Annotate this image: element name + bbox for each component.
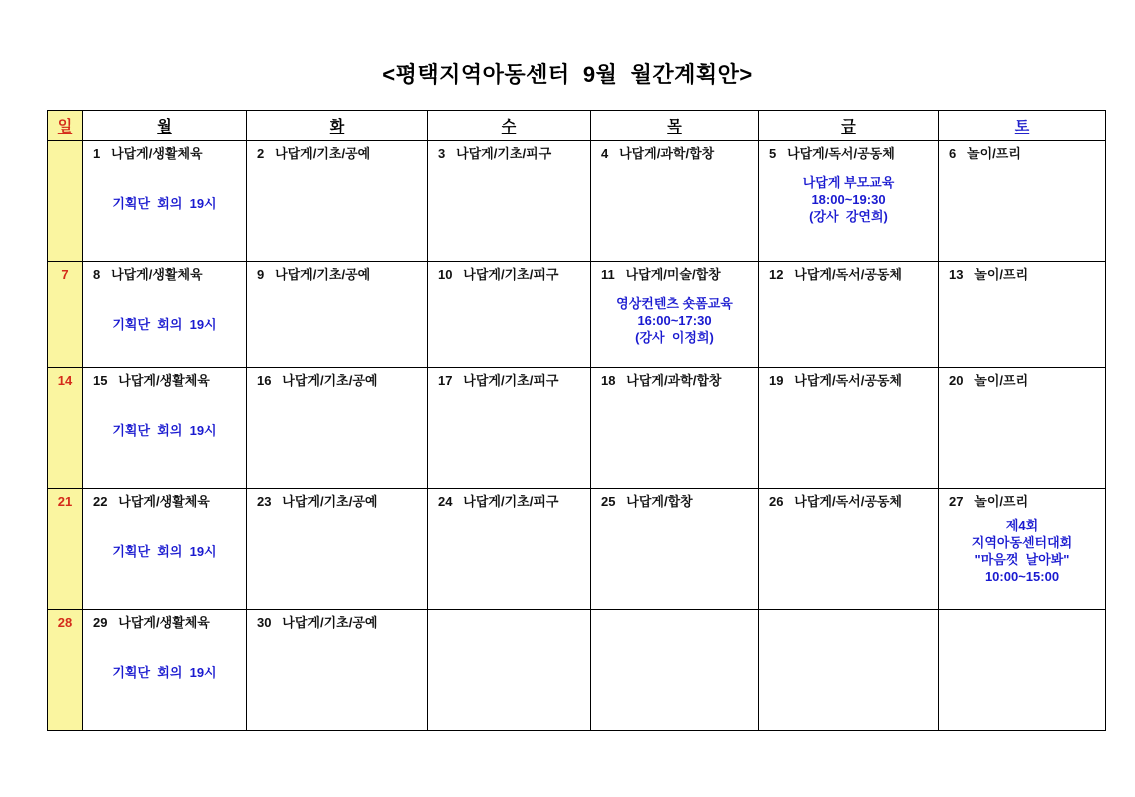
cell-content [247,262,427,367]
weekday-label-mon: 월 [157,118,172,135]
cell-content [939,489,1105,609]
calendar-cell-empty[interactable] [939,610,1106,731]
day-event [89,195,240,212]
cell-content [247,368,427,488]
day-program: 나답게/기초/공예 [271,373,378,388]
weekday-header-fri [759,111,939,141]
calendar-cell-day[interactable] [591,368,759,489]
cell-content [759,141,938,261]
day-number: 2 [257,146,265,161]
cell-content [939,368,1105,488]
calendar-cell-day[interactable] [939,262,1106,368]
cell-content [759,368,938,488]
calendar-cell-day[interactable] [939,368,1106,489]
day-entry [89,373,240,388]
day-number: 12 [769,267,784,282]
day-event [89,543,240,560]
calendar-week-row [48,368,1106,489]
cell-content [591,368,758,488]
day-program: 나답게/과학/합창 [608,146,715,161]
day-entry [597,146,752,161]
day-entry [253,373,421,388]
calendar-week-row [48,610,1106,731]
calendar-body [48,141,1106,731]
day-number: 9 [257,267,265,282]
day-entry [89,267,240,282]
day-event-line: "마음껏 날아봐" [974,552,1070,567]
day-program: 나답게/기초/공예 [271,494,378,509]
cell-content [591,262,758,367]
day-number: 27 [949,494,964,509]
weekday-label-sun: 일 [57,118,73,135]
calendar-cell-day[interactable] [83,141,247,262]
weekday-header-tue [247,111,428,141]
day-number: 1 [93,146,101,161]
day-entry [945,494,1099,509]
day-program: 나답게/독서/공동체 [783,494,902,509]
day-event-line: 기획단 회의 19시 [112,196,217,211]
cell-content [591,141,758,261]
weekday-header-row [48,111,1106,141]
day-number: 30 [257,615,272,630]
calendar-cell-day[interactable] [428,262,591,368]
day-program: 나답게/생활체육 [107,494,210,509]
day-entry [945,267,1099,282]
day-entry [434,146,584,161]
cell-content [428,368,590,488]
calendar-cell-day[interactable] [83,262,247,368]
day-event-line: 영상컨텐츠 숏폼교육 [616,296,733,311]
weekday-label-tue: 화 [329,118,345,135]
calendar-cell-day[interactable] [591,262,759,368]
day-number: 10 [438,267,453,282]
weekday-header-wed [428,111,591,141]
day-number: 24 [438,494,453,509]
calendar-cell-sunday[interactable] [48,141,83,262]
day-number: 17 [438,373,453,388]
day-event-line: 기획단 회의 19시 [112,317,217,332]
day-number: 8 [93,267,101,282]
day-program: 나답게/기초/공예 [264,267,371,282]
cell-content [428,262,590,367]
day-event-line: 기획단 회의 19시 [112,423,217,438]
day-number: 29 [93,615,108,630]
day-program: 나답게/생활체육 [107,615,210,630]
day-program: 나답게/기초/피구 [445,146,552,161]
day-event-line: 기획단 회의 19시 [112,665,217,680]
day-entry [597,267,752,282]
weekday-header-sun [48,111,83,141]
day-entry [597,373,752,388]
calendar-cell-day[interactable] [247,489,428,610]
day-number: 4 [601,146,609,161]
day-number: 5 [769,146,777,161]
day-program: 나답게/독서/공동체 [783,267,902,282]
day-event-line: 기획단 회의 19시 [112,544,217,559]
day-program: 나답게/과학/합창 [615,373,722,388]
calendar-cell-sunday[interactable] [48,489,83,610]
day-entry [945,373,1099,388]
day-program: 나답게/기초/피구 [452,494,559,509]
calendar-cell-sunday[interactable] [48,262,83,368]
day-number: 16 [257,373,272,388]
cell-content [428,141,590,261]
day-event-line: 10:00~15:00 [984,569,1060,584]
calendar-cell-day[interactable] [428,368,591,489]
weekday-header-mon [83,111,247,141]
day-program: 나답게/생활체육 [100,267,203,282]
cell-content [759,262,938,367]
day-entry [597,494,752,509]
day-event-line: 제4회 [1005,518,1039,533]
day-number: 26 [769,494,784,509]
day-program: 나답게/미술/합창 [614,267,721,282]
monthly-plan-table [47,110,1106,731]
calendar-cell-day[interactable] [428,489,591,610]
day-entry [253,146,421,161]
day-program: 나답게/독서/공동체 [783,373,902,388]
calendar-cell-day[interactable] [247,262,428,368]
cell-content [428,489,590,609]
calendar-cell-empty[interactable] [428,610,591,731]
day-number-sunday: 7 [61,267,69,282]
day-entry [434,267,584,282]
day-program: 나답게/기초/공예 [264,146,371,161]
cell-content [83,610,246,730]
calendar-cell-day[interactable] [247,368,428,489]
calendar-cell-day[interactable] [83,489,247,610]
day-event-line: 나답게 부모교육 [802,175,895,190]
cell-content [939,141,1105,261]
calendar-week-row [48,262,1106,368]
day-program: 나답게/합창 [615,494,693,509]
day-entry [434,494,584,509]
cell-content [247,610,427,730]
day-entry [253,494,421,509]
day-program: 나답게/기초/피구 [452,267,559,282]
day-program: 놀이/프리 [956,146,1021,161]
day-program: 놀이/프리 [963,267,1029,282]
cell-content [83,141,246,261]
day-entry [89,146,240,161]
day-entry [253,267,421,282]
day-number: 19 [769,373,784,388]
day-entry [89,494,240,509]
weekday-header-sat [939,111,1106,141]
cell-content [83,489,246,609]
day-number: 23 [257,494,272,509]
day-program: 놀이/프리 [963,494,1029,509]
cell-content [83,368,246,488]
day-event-line: (강사 이정희) [635,330,714,345]
day-entry [765,267,932,282]
day-number-sunday: 21 [57,494,73,509]
day-event [89,316,240,333]
cell-content [83,262,246,367]
day-program: 나답게/기초/공예 [271,615,378,630]
day-program: 놀이/프리 [963,373,1029,388]
day-event-line: (강사 강연희) [809,209,888,224]
calendar-cell-day[interactable] [759,368,939,489]
calendar-cell-day[interactable] [247,141,428,262]
day-entry [765,494,932,509]
day-program: 나답게/생활체육 [100,146,203,161]
cell-content [591,489,758,609]
day-program: 나답게/독서/공동체 [776,146,895,161]
calendar-cell-day[interactable] [428,141,591,262]
day-entry [765,146,932,161]
day-entry [253,615,421,630]
page-title-wrap [0,58,1135,89]
weekday-label-wed: 수 [501,118,517,135]
day-event [597,295,752,346]
weekday-label-thu: 목 [667,118,682,135]
day-program: 나답게/기초/피구 [452,373,559,388]
day-entry [945,146,1099,161]
calendar-week-row [48,141,1106,262]
calendar-week-row [48,489,1106,610]
day-entry [434,373,584,388]
cell-content [591,610,758,730]
cell-content [247,489,427,609]
day-number: 22 [93,494,108,509]
cell-content [247,141,427,261]
day-entry [765,373,932,388]
cell-content [759,489,938,609]
day-number: 6 [949,146,957,161]
day-event-line: 16:00~17:30 [637,313,712,328]
day-event [89,664,240,681]
day-event [89,422,240,439]
day-event [945,517,1099,585]
calendar-cell-day[interactable] [83,610,247,731]
calendar-cell-empty[interactable] [759,610,939,731]
day-entry [89,615,240,630]
calendar-cell-sunday[interactable] [48,368,83,489]
calendar-cell-day[interactable] [759,489,939,610]
day-number: 11 [601,267,615,282]
calendar-cell-day[interactable] [591,489,759,610]
calendar-cell-day[interactable] [247,610,428,731]
day-number-sunday: 14 [57,373,73,388]
calendar-cell-day[interactable] [759,141,939,262]
weekday-label-sat: 토 [1014,118,1030,135]
day-number: 15 [93,373,108,388]
cell-content [939,262,1105,367]
day-number: 25 [601,494,616,509]
cell-content [759,610,938,730]
cell-content [939,610,1105,730]
day-number: 20 [949,373,964,388]
calendar-cell-day[interactable] [939,489,1106,610]
calendar-cell-day[interactable] [939,141,1106,262]
calendar-cell-sunday[interactable] [48,610,83,731]
calendar-cell-day[interactable] [83,368,247,489]
calendar-cell-day[interactable] [591,141,759,262]
calendar-cell-empty[interactable] [591,610,759,731]
page-title: <평택지역아동센터 9월 월간계획안> [382,62,753,87]
cell-content [428,610,590,730]
calendar-cell-day[interactable] [759,262,939,368]
day-event-line: 지역아동센터대회 [971,535,1073,550]
day-event-line: 18:00~19:30 [811,192,886,207]
day-event [765,174,932,225]
day-number-sunday: 28 [57,615,73,630]
day-number: 3 [438,146,446,161]
weekday-label-fri: 금 [841,118,856,135]
day-program: 나답게/생활체육 [107,373,210,388]
day-number: 18 [601,373,616,388]
weekday-header-thu [591,111,759,141]
day-number: 13 [949,267,964,282]
